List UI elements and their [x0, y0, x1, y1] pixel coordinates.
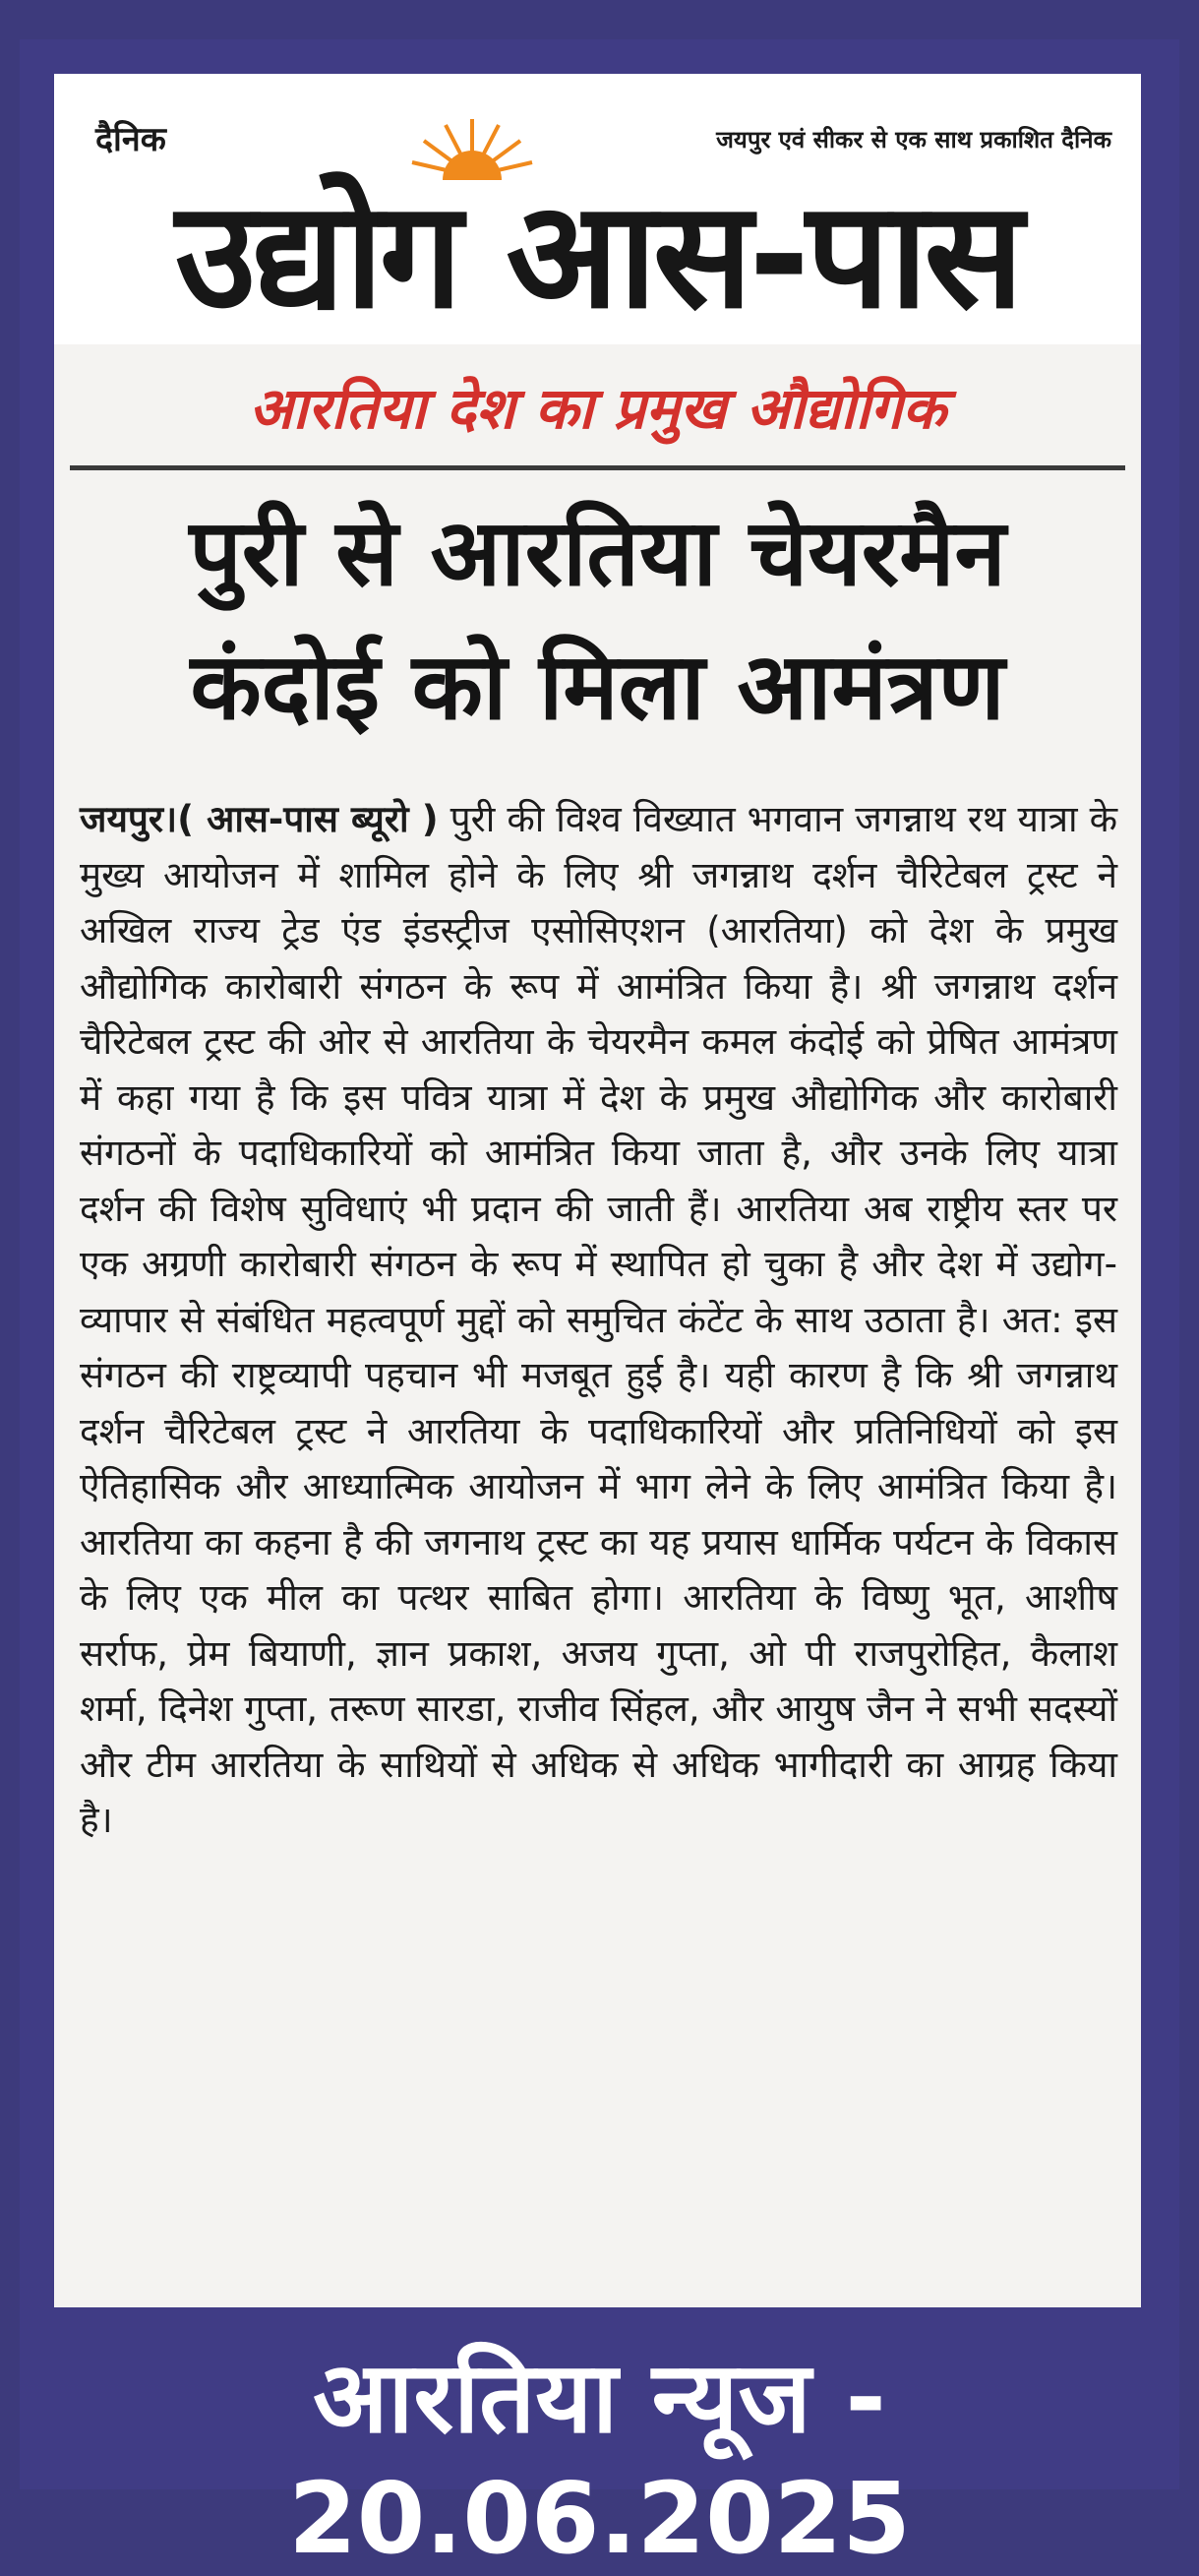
kicker-headline: आरतिया देश का प्रमुख औद्योगिक: [249, 375, 946, 442]
newspaper-name: उद्योग आस-पास: [175, 170, 1020, 341]
daily-label: दैनिक: [95, 120, 166, 159]
headline-line-1: पुरी से आरतिया चेयरमैन: [189, 500, 1006, 607]
article-dateline: जयपुर।( आस-पास ब्यूरो ): [80, 798, 439, 840]
masthead-tagline: जयपुर एवं सीकर से एक साथ प्रकाशित दैनिक: [716, 126, 1111, 153]
divider: [70, 465, 1125, 470]
article-text: पुरी की विश्व विख्यात भगवान जगन्नाथ रथ यात्रा के मुख्य आयोजन में शामिल होने के लिए श्री जगन्नाथ दर्शन चैरिटेबल ट्रस्ट ने अखिल राज्य ट्रेड एंड इंडस्ट्रीज एसोसिएशन (आरतिया) को देश के प्रमुख औद्योगिक कारोबारी संगठन के रूप में आमंत्रित किया है। श्री जगन्नाथ दर्शन चैरिटेबल ट्रस्ट की ओर से आरतिया के चेयरमैन कमल कंदोई को प्रेषित आमंत्रण में कहा गया है कि इस पवित्र यात्रा में देश के प्रमुख औद्योगिक और कारोबारी संगठनों के पदाधिकारियों को आमंत्रित किया जाता है, और उनके लिए यात्रा दर्शन की विशेष सुविधाएं भी प्रदान की जाती हैं। आरतिया अब राष्ट्रीय स्तर पर एक अग्रणी कारोबारी संगठन के रूप में स्थापित हो चुका है और देश में उद्योग-व्यापार से संबंधित महत्वपूर्ण मुद्दों को समुचित कंटेंट के साथ उठाता है। अत: इस संगठन की राष्ट्रव्यापी पहचान भी मजबूत हुई है। यही कारण है कि श्री जगन्नाथ दर्शन चैरिटेबल ट्रस्ट ने आरतिया के पदाधिकारियों और प्रतिनिधियों को इस ऐतिहासिक और आध्यात्मिक आयोजन में भाग लेने के लिए आमंत्रित किया है। आरतिया का कहना है की जगनाथ ट्रस्ट का यह प्रयास धार्मिक पर्यटन के विकास के लिए एक मील का पत्थर साबित होगा। आरतिया के विष्णु भूत, आशीष सर्राफ, प्रेम बियाणी, ज्ञान प्रकाश, अजय गुप्ता, ओ पी राजपुरोहित, कैलाश शर्मा, दिनेश गुप्ता, तरूण सारडा, राजीव सिंहल, और आयुष जैन ने सभी सदस्यों और टीम आरतिया के साथियों से अधिक से अधिक भागीदारी का आग्रह किया है।: [80, 798, 1118, 1841]
masthead: [54, 74, 1141, 344]
newspaper-clipping: [54, 74, 1141, 2307]
footer-caption: आरतिया न्यूज - 20.06.2025: [288, 2340, 911, 2576]
main-headline: [54, 487, 1141, 755]
article-body: [80, 792, 1117, 1849]
headline-line-2: कंदोई को मिला आमंत्रण: [190, 634, 1005, 741]
